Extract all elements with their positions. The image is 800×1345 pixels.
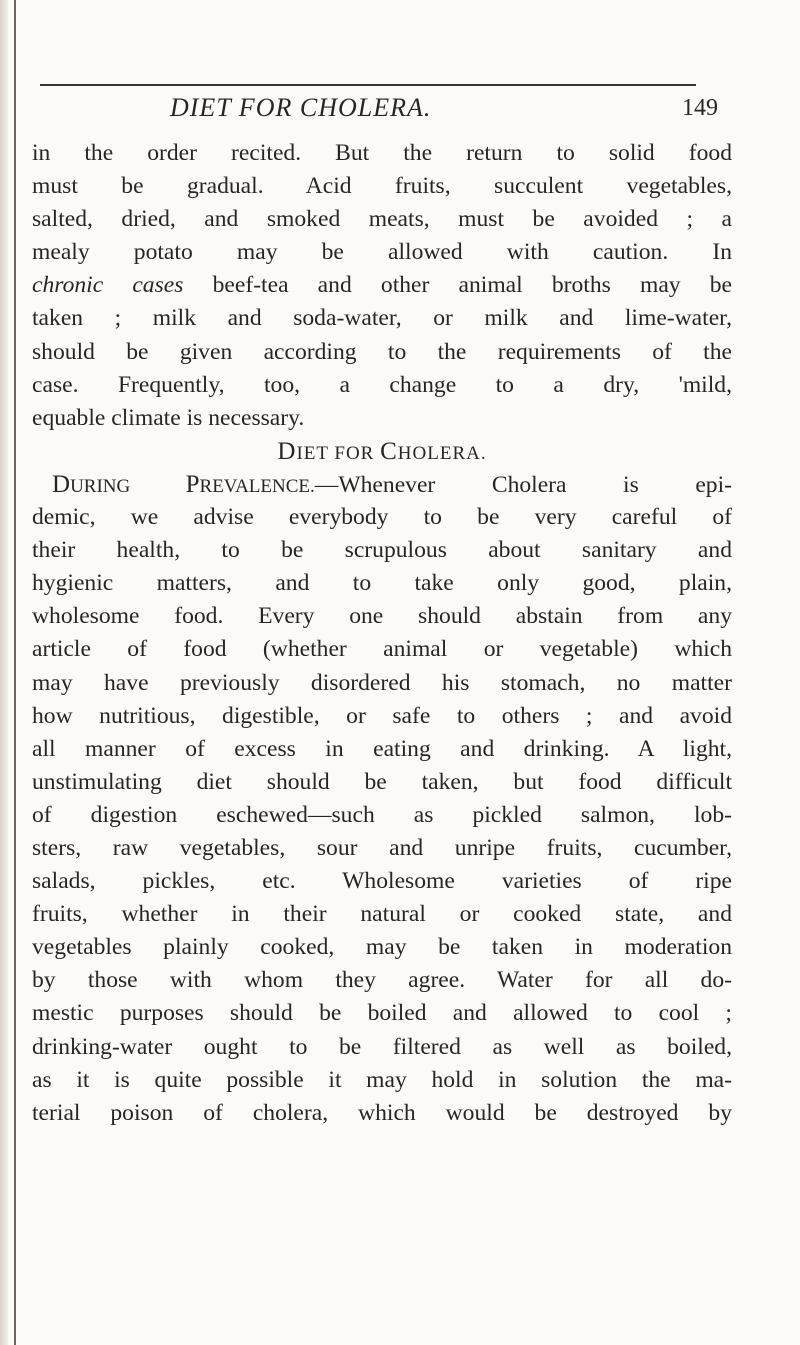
page-body <box>32 137 732 1130</box>
subheading-line <box>32 468 732 501</box>
running-head: DIET FOR CHOLERA. <box>170 93 432 122</box>
text-run: —Whenever Cholera is epi- <box>314 471 733 498</box>
text-line: salted, dried, and smoked meats, must be avoided ; a <box>32 206 732 233</box>
text-line: taken ; milk and soda-water, or milk and lime-water, <box>32 305 732 332</box>
page-number: 149 <box>682 95 718 121</box>
text-line: hygienic matters, and to take only good, plain, <box>32 570 732 597</box>
text-line: by those with whom they agree. Water for all do- <box>32 967 732 994</box>
text-line: unstimulating diet should be taken, but food difficult <box>32 768 732 795</box>
text-line: vegetables plainly cooked, may be taken in moderation <box>32 934 732 961</box>
binding-edge-line <box>14 0 16 1345</box>
header-rule <box>40 84 696 86</box>
text-line: article of food (whether animal or vegetable) which <box>32 636 732 663</box>
text-line: should be given according to the requirements of the <box>32 338 732 365</box>
text-line: of digestion eschewed—such as pickled salmon, lob- <box>32 801 732 828</box>
text-line: all manner of excess in eating and drinking. A light, <box>32 735 732 762</box>
text-line: fruits, whether in their natural or cooked state, and <box>32 901 732 928</box>
text-line <box>32 269 732 302</box>
text-line: may have previously disordered his stomach, no matter <box>32 669 732 696</box>
text-line: sters, raw vegetables, sour and unripe fruits, cucumber, <box>32 834 732 861</box>
text-line: must be gradual. Acid fruits, succulent vegetables, <box>32 173 732 200</box>
text-line: wholesome food. Every one should abstain from any <box>32 603 732 630</box>
text-line: as it is quite possible it may hold in solution the ma- <box>32 1066 732 1093</box>
text-line: demic, we advise everybody to be very careful of <box>32 504 732 531</box>
section-heading: DIET FOR CHOLERA. <box>277 437 487 465</box>
subheading: DURING PREVALENCE. <box>52 470 315 498</box>
text-line: drinking-water ought to be filtered as well as boiled, <box>32 1033 732 1060</box>
text-line: equable climate is necessary. <box>32 404 305 431</box>
text-line: in the order recited. But the return to solid food <box>32 140 732 166</box>
text-line: mealy potato may be allowed with caution. In <box>32 239 732 266</box>
text-line: salads, pickles, etc. Wholesome varieties of ripe <box>32 868 732 895</box>
text-line: terial poison of cholera, which would be destroyed by <box>32 1099 732 1126</box>
page-gutter-shadow <box>0 0 8 1345</box>
text-run: beef-tea and other animal broths may be <box>212 272 733 299</box>
text-line: case. Frequently, too, a change to a dry, 'mild, <box>32 371 732 398</box>
text-line: how nutritious, digestible, or safe to others ; and avoid <box>32 702 732 729</box>
text-line: mestic purposes should be boiled and allowed to cool ; <box>32 1000 732 1027</box>
italic-phrase: chronic cases <box>32 272 184 299</box>
text-line: their health, to be scrupulous about sanitary and <box>32 537 732 564</box>
